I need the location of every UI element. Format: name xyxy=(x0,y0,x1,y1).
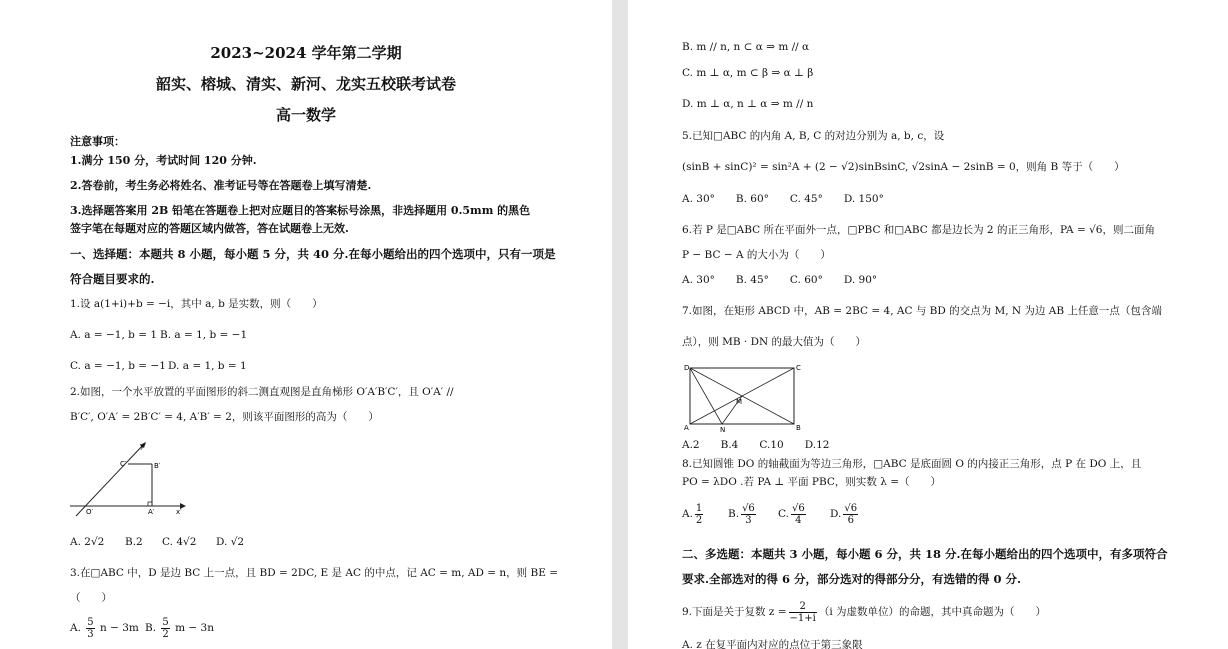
notice-item-2: 2.答卷前，考生务必将姓名、准考证号等在答题卷上填写清楚. xyxy=(70,179,372,192)
fraction-numerator: 5 xyxy=(87,616,94,628)
question-6-cont: P − BC − A 的大小为（ ） xyxy=(682,249,831,261)
q8-option-d-label: D. xyxy=(830,508,842,520)
fraction-denominator: 2 xyxy=(695,514,703,526)
q7-options: A.2 B.4 C.10 D.12 xyxy=(682,439,830,451)
exam-year-title: 2023~2024 学年第二学期 xyxy=(210,44,402,62)
q9-option-a: A. z 在复平面内对应的点位于第三象限 xyxy=(682,639,863,649)
notice-item-3b: 签字笔在每题对应的答题区域内做答，答在试题卷上无效. xyxy=(70,222,349,235)
label-b: B xyxy=(796,424,801,432)
label-a: A′ xyxy=(148,508,155,516)
q4-option-d: D. m ⊥ α, n ⊥ α ⇒ m // n xyxy=(682,98,814,110)
notice-item-3a: 3.选择题答案用 2B 铅笔在答题卷上把对应题目的答案标号涂黑，非选择题用 0.5mm 的黑色 xyxy=(70,204,531,217)
q5-options: A. 30° B. 60° C. 45° D. 150° xyxy=(682,193,884,205)
question-7-cont: 点），则 MB · DN 的最大值为（ ） xyxy=(682,336,867,348)
question-8: 8.已知圆锥 DO 的轴截面为等边三角形，□ABC 是底面圆 O 的内接正三角形，点 P 在 DO 上，且 xyxy=(682,458,1142,470)
section1-heading-cont: 符合题目要求的. xyxy=(70,272,155,286)
notice-heading: 注意事项： xyxy=(70,135,125,148)
q9-suffix: （i 为虚数单位）的命题，其中真命题为（ ） xyxy=(818,606,1047,618)
label-c: C xyxy=(796,364,801,372)
q4-option-c: C. m ⊥ α, m ⊂ β ⇒ α ⊥ β xyxy=(682,67,814,79)
q2-option-b: B.2 xyxy=(125,536,143,548)
q8-option-a-label: A. xyxy=(682,508,693,520)
q4-option-b: B. m // n, n ⊂ α ⇒ m // α xyxy=(682,41,810,53)
label-a: A xyxy=(684,424,689,432)
q3-option-b-label: B. xyxy=(145,622,157,634)
q3-option-a-label: A. xyxy=(70,622,81,634)
left-page[interactable] xyxy=(0,0,612,649)
notice-item-1: 1.满分 150 分，考试时间 120 分钟. xyxy=(70,154,257,167)
question-2: 2.如图，一个水平放置的平面图形的斜二测直观图是直角梯形 O′A′B′C′，且 O′A′ // xyxy=(70,386,454,398)
q8-option-a xyxy=(682,500,705,528)
fraction-numerator: √6 xyxy=(742,502,755,514)
q2-option-a: A. 2√2 xyxy=(70,536,105,548)
q8-option-c-fraction xyxy=(791,503,806,526)
q7-rectangle-figure xyxy=(682,362,802,432)
label-b: B′ xyxy=(154,462,161,470)
q1-option-b: B. a = 1, b = −1 xyxy=(160,329,248,341)
question-1: 1.设 a(1+i)+b = −i，其中 a, b 是实数，则（ ） xyxy=(70,298,323,310)
q9-fraction xyxy=(789,601,817,624)
question-5-cont: (sinB + sinC)² = sin²A + (2 − √2)sinBsinC, √2sinA − 2sinB = 0，则角 B 等于（ ） xyxy=(682,161,1125,173)
section2-heading: 二、多选题：本题共 3 小题，每小题 6 分，共 18 分.在每小题给出的四个选项中，有多项符合 xyxy=(682,547,1168,561)
q8-option-b-fraction xyxy=(741,503,756,526)
section2-heading-cont: 要求.全部选对的得 6 分，部分选对的得部分分，有选错的得 0 分. xyxy=(682,572,1022,586)
fraction-numerator: 1 xyxy=(695,502,703,514)
fraction-denominator: 6 xyxy=(847,514,854,526)
question-3: 3.在□ABC 中，D 是边 BC 上一点，且 BD = 2DC, E 是 AC 的中点，记 AC = m, AD = n，则 BE = xyxy=(70,567,559,579)
q3-option-a-rest: n − 3m xyxy=(99,622,139,634)
fraction-denominator: 4 xyxy=(795,514,802,526)
fraction-numerator: √6 xyxy=(844,502,858,514)
fraction-numerator: 2 xyxy=(789,601,817,613)
q9-prefix: 9.下面是关于复数 z = xyxy=(682,606,787,618)
q1-option-a: A. a = −1, b = 1 xyxy=(70,329,158,341)
q3-option-b-fraction xyxy=(161,617,169,640)
question-3-cont: （ ） xyxy=(70,592,112,604)
q6-options: A. 30° B. 45° C. 60° D. 90° xyxy=(682,274,878,286)
question-6: 6.若 P 是□ABC 所在平面外一点，□PBC 和□ABC 都是边长为 2 的正三角形，PA = √6，则二面角 xyxy=(682,224,1155,236)
q2-trapezoid-figure xyxy=(68,438,198,524)
fraction-numerator: 5 xyxy=(162,616,169,628)
question-5: 5.已知□ABC 的内角 A, B, C 的对边分别为 a, b, c，设 xyxy=(682,130,945,142)
q8-option-c xyxy=(778,500,808,528)
q3-option-a xyxy=(70,616,139,640)
label-d: D xyxy=(684,364,690,372)
q3-option-b xyxy=(145,616,214,640)
exam-schools-title: 韶实、榕城、清实、新河、龙实五校联考试卷 xyxy=(155,75,456,93)
question-7: 7.如图，在矩形 ABCD 中，AB = 2BC = 4, AC 与 BD 的交点为 M, N 为边 AB 上任意一点（包含端 xyxy=(682,305,1162,317)
label-o: O′ xyxy=(86,508,94,516)
fraction-numerator: √6 xyxy=(792,502,805,514)
q8-option-b-label: B. xyxy=(728,508,740,520)
q8-option-a-fraction xyxy=(695,503,703,526)
q1-option-c: C. a = −1, b = −1 xyxy=(70,360,166,372)
right-page[interactable] xyxy=(628,0,1228,649)
q1-option-d: D. a = 1, b = 1 xyxy=(168,360,247,372)
question-9 xyxy=(682,598,1046,626)
fraction-denominator: 3 xyxy=(745,514,752,526)
fraction-denominator: 3 xyxy=(87,628,94,640)
question-8-cont: PO = λDO .若 PA ⊥ 平面 PBC，则实数 λ =（ ） xyxy=(682,476,942,488)
label-c: C′ xyxy=(120,460,127,468)
fraction-denominator: −1+i xyxy=(789,612,816,624)
q8-option-c-label: C. xyxy=(778,508,789,520)
label-n: N xyxy=(720,426,726,432)
q8-option-d-fraction xyxy=(843,503,858,526)
question-2-cont: B′C′, O′A′ = 2B′C′ = 4, A′B′ = 2，则该平面图形的高为（ ） xyxy=(70,411,379,423)
label-x: x′ xyxy=(176,508,182,516)
q8-option-d xyxy=(830,500,860,528)
section1-heading: 一、选择题：本题共 8 小题，每小题 5 分，共 40 分.在每小题给出的四个选项中，只有一项是 xyxy=(70,247,556,261)
label-y: y′ xyxy=(140,442,146,450)
q8-option-b xyxy=(728,500,758,528)
y-axis-line xyxy=(76,444,144,516)
q2-option-c: C. 4√2 xyxy=(162,536,197,548)
q3-option-b-rest: m − 3n xyxy=(175,622,214,634)
q2-option-d: D. √2 xyxy=(216,536,245,548)
q3-option-a-fraction xyxy=(86,617,94,640)
exam-subject-title: 高一数学 xyxy=(275,106,336,124)
fraction-denominator: 2 xyxy=(162,628,169,640)
page-gutter xyxy=(612,0,628,649)
label-m: M xyxy=(736,398,743,406)
